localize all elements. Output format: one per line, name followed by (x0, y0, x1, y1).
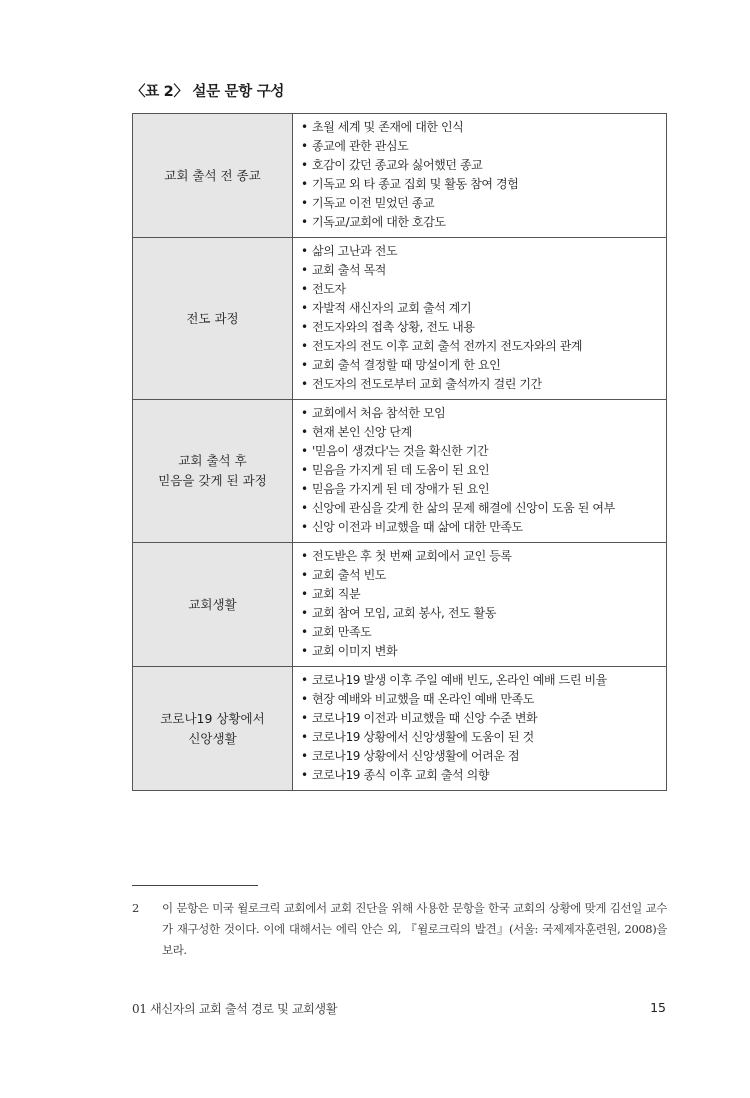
list-item: • 현재 본인 신앙 단계 (301, 423, 658, 442)
footnote (132, 898, 667, 961)
list-item: • 코로나19 발생 이후 주일 예배 빈도, 온라인 예배 드린 비율 (301, 671, 658, 690)
row-category (133, 667, 293, 791)
list-item: • 교회 참여 모임, 교회 봉사, 전도 활동 (301, 604, 658, 623)
table-row (133, 238, 667, 400)
category-line: 교회 출석 전 종교 (164, 167, 261, 183)
list-item: • 전도자의 전도로부터 교회 출석까지 걸린 기간 (301, 375, 658, 394)
item-list (301, 118, 658, 232)
item-list (301, 547, 658, 661)
list-item: • 현장 예배와 비교했을 때 온라인 예배 만족도 (301, 690, 658, 709)
row-items (293, 400, 667, 543)
footnote-text: 이 문항은 미국 윌로크릭 교회에서 교회 진단을 위해 사용한 문항을 한국 교회의 상황에 맞게 김선일 교수가 재구성한 것이다. 이에 대해서는 에릭 안슨 외, 『윌로크릭의 발견』(서울: 국제제자훈련원, 2008)을 보라. (162, 901, 667, 957)
list-item: • 교회 만족도 (301, 623, 658, 642)
category-line: 교회생활 (188, 596, 237, 612)
table-row (133, 667, 667, 791)
list-item: • 코로나19 이전과 비교했을 때 신앙 수준 변화 (301, 709, 658, 728)
survey-items-table (132, 113, 667, 791)
list-item: • 교회에서 처음 참석한 모임 (301, 404, 658, 423)
item-list (301, 671, 658, 785)
table-row (133, 400, 667, 543)
list-item: • '믿음이 생겼다'는 것을 확신한 기간 (301, 442, 658, 461)
list-item: • 초월 세계 및 존재에 대한 인식 (301, 118, 658, 137)
list-item: • 신앙에 관심을 갖게 한 삶의 문제 해결에 신앙이 도움 된 여부 (301, 499, 658, 518)
list-item: • 믿음을 가지게 된 데 도움이 된 요인 (301, 461, 658, 480)
category-line: 전도 과정 (186, 310, 239, 326)
list-item: • 교회 출석 빈도 (301, 566, 658, 585)
list-item: • 전도자 (301, 280, 658, 299)
list-item: • 기독교 외 타 종교 집회 및 활동 참여 경험 (301, 175, 658, 194)
list-item: • 전도자의 전도 이후 교회 출석 전까지 전도자와의 관계 (301, 337, 658, 356)
list-item: • 교회 이미지 변화 (301, 642, 658, 661)
list-item: • 코로나19 상황에서 신앙생활에 도움이 된 것 (301, 728, 658, 747)
row-category (133, 543, 293, 667)
table-row (133, 543, 667, 667)
list-item: • 삶의 고난과 전도 (301, 242, 658, 261)
list-item: • 교회 출석 목적 (301, 261, 658, 280)
list-item: • 기독교/교회에 대한 호감도 (301, 213, 658, 232)
list-item: • 교회 출석 결정할 때 망설이게 한 요인 (301, 356, 658, 375)
row-items (293, 114, 667, 238)
category-line: 믿음을 갖게 된 과정 (158, 473, 267, 488)
list-item: • 믿음을 가지게 된 데 장애가 된 요인 (301, 480, 658, 499)
table-row (133, 114, 667, 238)
list-item: • 호감이 갔던 종교와 싫어했던 종교 (301, 156, 658, 175)
list-item: • 교회 직분 (301, 585, 658, 604)
row-items (293, 667, 667, 791)
list-item: • 전도받은 후 첫 번째 교회에서 교인 등록 (301, 547, 658, 566)
item-list (301, 242, 658, 394)
row-items (293, 238, 667, 400)
category-line: 코로나19 상황에서 (160, 710, 265, 726)
item-list (301, 404, 658, 537)
row-category (133, 238, 293, 400)
list-item: • 자발적 새신자의 교회 출석 계기 (301, 299, 658, 318)
table-caption: 〈표 2〉 설문 문항 구성 (131, 84, 285, 100)
running-footer-chapter: 01 새신자의 교회 출석 경로 및 교회생활 (132, 1002, 338, 1016)
list-item: • 전도자와의 접촉 상황, 전도 내용 (301, 318, 658, 337)
list-item: • 코로나19 종식 이후 교회 출석 의향 (301, 766, 658, 785)
list-item: • 코로나19 상황에서 신앙생활에 어려운 점 (301, 747, 658, 766)
list-item: • 종교에 관한 관심도 (301, 137, 658, 156)
footnote-divider (132, 885, 258, 886)
list-item: • 기독교 이전 믿었던 종교 (301, 194, 658, 213)
row-category (133, 114, 293, 238)
page-number: 15 (650, 1000, 666, 1015)
category-line: 교회 출석 후 (178, 453, 247, 468)
row-category (133, 400, 293, 543)
footnote-number: 2 (132, 901, 139, 915)
category-line: 신앙생활 (188, 730, 237, 746)
row-items (293, 543, 667, 667)
list-item: • 신앙 이전과 비교했을 때 삶에 대한 만족도 (301, 518, 658, 537)
